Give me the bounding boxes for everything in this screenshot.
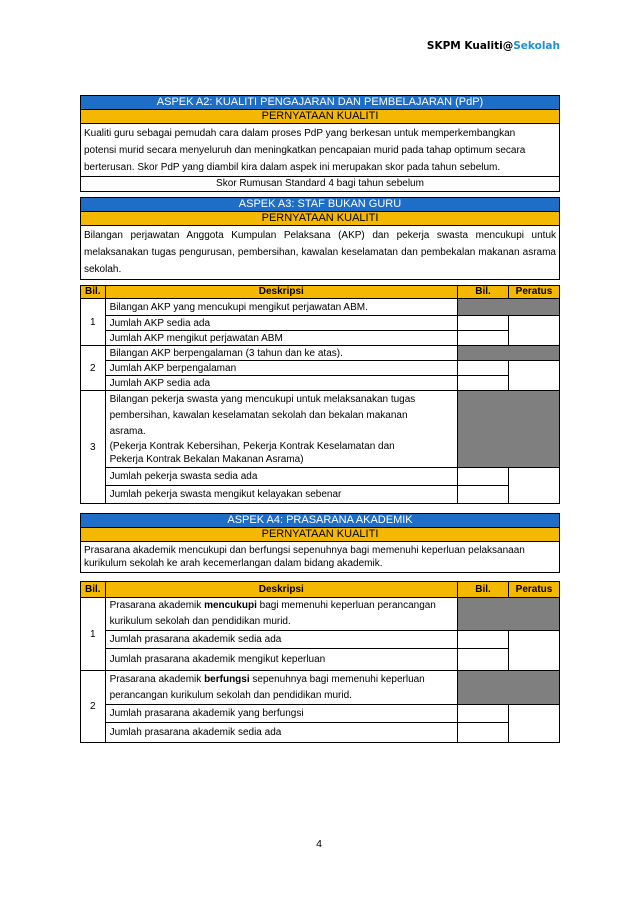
a2-line-1: Kualiti guru sebagai pemudah cara dalam proses PdP yang berkesan untuk memperkembangkan bbox=[84, 128, 516, 139]
row-sub-item: Jumlah AKP berpengalaman bbox=[105, 361, 457, 376]
row-description: Bilangan AKP berpengalaman (3 tahun dan ke atas). bbox=[105, 346, 457, 361]
desc-keyword: berfungsi bbox=[204, 673, 250, 685]
desc-line: kurikulum sekolah dan pendidikan murid. bbox=[109, 616, 291, 627]
table-row bbox=[81, 331, 560, 346]
desc-text: Prasarana akademik bbox=[109, 600, 205, 611]
row-sub-item: Jumlah prasarana akademik yang berfungsi bbox=[105, 705, 457, 723]
a3-title: ASPEK A3: STAF BUKAN GURU bbox=[81, 198, 559, 212]
bil-input-cell[interactable] bbox=[458, 723, 509, 743]
peratus-cell[interactable] bbox=[509, 468, 560, 504]
a4-title: ASPEK A4: PRASARANA AKADEMIK bbox=[81, 514, 559, 528]
bil-input-cell[interactable] bbox=[458, 316, 509, 331]
desc-text: Prasarana akademik bbox=[109, 673, 205, 685]
col-bil-value: Bil. bbox=[458, 286, 509, 299]
row-description bbox=[105, 391, 457, 468]
shaded-cell bbox=[458, 299, 560, 316]
row-number: 1 bbox=[81, 299, 106, 346]
table-row bbox=[81, 598, 560, 631]
peratus-cell[interactable] bbox=[509, 316, 560, 346]
a2-statement bbox=[81, 124, 559, 176]
document-header bbox=[427, 40, 560, 52]
shaded-cell bbox=[458, 671, 560, 705]
desc-text: sepenuhnya bagi memenuhi keperluan bbox=[249, 673, 425, 685]
brand-prefix: SKPM Kualiti@ bbox=[426, 40, 514, 52]
a4-line-2: kurikulum sekolah ke arah kecemerlangan dalam bidang akademik. bbox=[84, 558, 383, 569]
a4-subtitle: PERNYATAAN KUALITI bbox=[81, 528, 559, 542]
table-row bbox=[81, 486, 560, 504]
table-row bbox=[81, 705, 560, 723]
bil-input-cell[interactable] bbox=[458, 376, 509, 391]
table-row bbox=[81, 316, 560, 331]
table-row bbox=[81, 346, 560, 361]
aspek-a3-box bbox=[80, 197, 560, 280]
brand-suffix: Sekolah bbox=[513, 40, 560, 52]
table-row bbox=[81, 649, 560, 671]
peratus-cell[interactable] bbox=[509, 631, 560, 671]
aspek-a2-box bbox=[80, 95, 560, 192]
row-description bbox=[105, 598, 457, 631]
row-sub-item: Jumlah AKP mengikut perjawatan ABM bbox=[105, 331, 457, 346]
page-number: 4 bbox=[316, 838, 322, 850]
a3-subtitle: PERNYATAAN KUALITI bbox=[81, 212, 559, 226]
desc-line: perancangan kurikulum sekolah dan pendidikan murid. bbox=[109, 689, 352, 701]
row-sub-item: Jumlah pekerja swasta mengikut kelayakan sebenar bbox=[105, 486, 457, 504]
table-row bbox=[81, 361, 560, 376]
peratus-cell[interactable] bbox=[509, 361, 560, 391]
a4-line-1: Prasarana akademik mencukupi dan berfungsi sepenuhnya bagi memenuhi keperluan pelaksanaan bbox=[84, 545, 525, 556]
aspek-a4-box bbox=[80, 513, 560, 573]
bil-input-cell[interactable] bbox=[458, 705, 509, 723]
bil-input-cell[interactable] bbox=[458, 649, 509, 671]
row-sub-item: Jumlah AKP sedia ada bbox=[105, 376, 457, 391]
shaded-cell bbox=[458, 391, 560, 468]
row-sub-item: Jumlah pekerja swasta sedia ada bbox=[105, 468, 457, 486]
row-sub-item: Jumlah prasarana akademik mengikut keperluan bbox=[105, 649, 457, 671]
row-sub-item: Jumlah AKP sedia ada bbox=[105, 316, 457, 331]
shaded-cell bbox=[458, 598, 560, 631]
col-bil: Bil. bbox=[81, 582, 106, 598]
row-number: 2 bbox=[81, 671, 106, 743]
col-deskripsi: Deskripsi bbox=[105, 286, 457, 299]
shaded-cell bbox=[458, 346, 560, 361]
desc-line: Pekerja Kontrak Bekalan Makanan Asrama) bbox=[109, 454, 304, 465]
a3-table bbox=[80, 285, 560, 504]
bil-input-cell[interactable] bbox=[458, 486, 509, 504]
row-number: 2 bbox=[81, 346, 106, 391]
table-row bbox=[81, 468, 560, 486]
desc-line: Bilangan pekerja swasta yang mencukupi untuk melaksanakan tugas bbox=[109, 394, 416, 405]
desc-text: bagi memenuhi keperluan perancangan bbox=[256, 600, 436, 611]
bil-input-cell[interactable] bbox=[458, 631, 509, 649]
col-peratus: Peratus bbox=[509, 582, 560, 598]
a4-statement bbox=[81, 542, 559, 572]
peratus-cell[interactable] bbox=[509, 705, 560, 743]
table-row bbox=[81, 631, 560, 649]
row-description: Bilangan AKP yang mencukupi mengikut perjawatan ABM. bbox=[105, 299, 457, 316]
a3-statement: Bilangan perjawatan Anggota Kumpulan Pelaksana (AKP) dan pekerja swasta mencukupi untuk melaksanakan tugas pengurusan, pembersihan, kawalan keselamatan dan pembekalan makanan asrama sekolah. bbox=[84, 230, 556, 275]
col-bil: Bil. bbox=[81, 286, 106, 299]
bil-input-cell[interactable] bbox=[458, 361, 509, 376]
row-number: 1 bbox=[81, 598, 106, 671]
bil-input-cell[interactable] bbox=[458, 331, 509, 346]
row-number: 3 bbox=[81, 391, 106, 504]
desc-line: pembersihan, kawalan keselamatan sekolah dan bekalan makanan bbox=[109, 410, 408, 421]
row-sub-item: Jumlah prasarana akademik sedia ada bbox=[105, 631, 457, 649]
a2-subtitle: PERNYATAAN KUALITI bbox=[81, 110, 559, 124]
desc-line: (Pekerja Kontrak Kebersihan, Pekerja Kontrak Keselamatan dan bbox=[109, 441, 395, 452]
desc-line: asrama. bbox=[109, 426, 146, 437]
a2-line-2: potensi murid secara menyeluruh dan meningkatkan pencapaian murid pada tahap optimum secara bbox=[84, 145, 526, 156]
a2-line-3: berterusan. Skor PdP yang diambil kira dalam aspek ini merupakan skor pada tahun sebelum. bbox=[84, 162, 501, 173]
a2-footer: Skor Rumusan Standard 4 bagi tahun sebelum bbox=[81, 176, 559, 191]
row-description bbox=[105, 671, 457, 705]
table-row bbox=[81, 723, 560, 743]
table-row bbox=[81, 391, 560, 468]
table-row bbox=[81, 299, 560, 316]
col-deskripsi: Deskripsi bbox=[105, 582, 457, 598]
a4-table bbox=[80, 581, 560, 743]
bil-input-cell[interactable] bbox=[458, 468, 509, 486]
row-sub-item: Jumlah prasarana akademik sedia ada bbox=[105, 723, 457, 743]
table-row bbox=[81, 376, 560, 391]
col-bil-value: Bil. bbox=[458, 582, 509, 598]
desc-keyword: mencukupi bbox=[204, 600, 257, 611]
a2-title: ASPEK A2: KUALITI PENGAJARAN DAN PEMBELAJARAN (PdP) bbox=[81, 96, 559, 110]
table-row bbox=[81, 671, 560, 705]
col-peratus: Peratus bbox=[509, 286, 560, 299]
